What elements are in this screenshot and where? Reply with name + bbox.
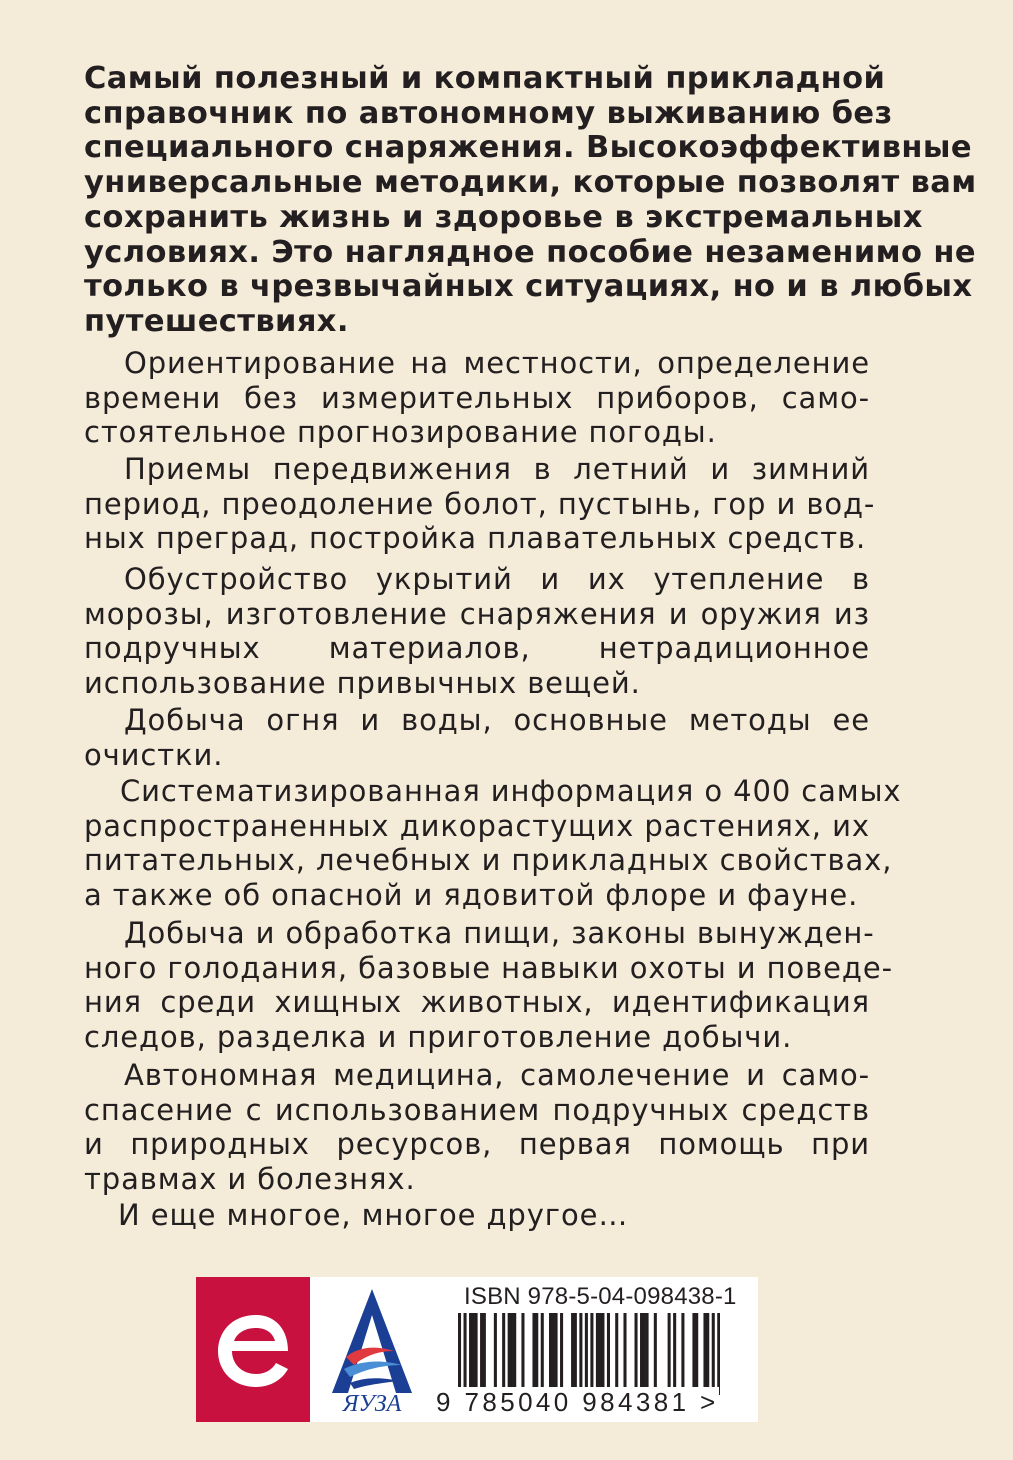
paragraph-line: подручных материалов, нетрадиционное bbox=[84, 631, 870, 666]
paragraph-line: ния среди хищных животных, идентификация bbox=[84, 985, 870, 1020]
barcode-bar bbox=[717, 1313, 720, 1395]
barcode-bar bbox=[571, 1313, 574, 1395]
paragraph-line: Приемы передвижения в летний и зимний bbox=[124, 452, 870, 486]
barcode-bar bbox=[706, 1313, 709, 1395]
barcode-bar bbox=[703, 1313, 706, 1395]
barcode-bar bbox=[654, 1313, 657, 1395]
barcode-bar bbox=[668, 1313, 671, 1395]
barcode-bar bbox=[590, 1313, 593, 1395]
barcode-bar bbox=[541, 1313, 544, 1395]
intro-line: только в чрезвычайных ситуациях, но и в любых bbox=[84, 269, 973, 305]
barcode-bar bbox=[601, 1313, 604, 1395]
barcode-bar bbox=[596, 1313, 599, 1395]
barcode-bar bbox=[469, 1313, 472, 1395]
paragraph-line: стоятельное прогнозирование погоды. bbox=[84, 415, 717, 450]
paragraph-line: И еще многое, многое другое… bbox=[118, 1198, 629, 1232]
barcode-bar bbox=[521, 1313, 524, 1395]
paragraph-line: Автономная медицина, самолечение и само- bbox=[124, 1058, 870, 1092]
barcode-bar bbox=[585, 1313, 588, 1395]
paragraph-line: ного голодания, базовые навыки охоты и поведе- bbox=[84, 950, 893, 985]
barcode-bar bbox=[623, 1313, 626, 1395]
barcode-bar bbox=[673, 1313, 676, 1395]
barcode-bar bbox=[475, 1313, 478, 1395]
intro-line: сохранить жизнь и здоровье в экстремальных bbox=[84, 199, 923, 235]
barcode-bar bbox=[510, 1313, 513, 1395]
paragraph-line: а также об опасной и ядовитой флоре и фауне. bbox=[84, 878, 859, 913]
paragraph-line: Обустройство укрытий и их утепление в bbox=[124, 562, 870, 596]
barcode-bar bbox=[458, 1313, 461, 1395]
paragraph-line: использование привычных вещей. bbox=[84, 666, 641, 701]
intro-line: универсальные методики, которые позволят вам bbox=[84, 165, 977, 201]
intro-line: условиях. Это наглядное пособие незаменимо не bbox=[84, 234, 976, 270]
barcode-bar bbox=[615, 1313, 618, 1395]
paragraph-line: спасение с использованием подручных средств bbox=[84, 1092, 870, 1127]
yauza-logo bbox=[324, 1285, 420, 1415]
paragraph-line: и природных ресурсов, первая помощь при bbox=[84, 1127, 870, 1162]
barcode-bar bbox=[494, 1313, 497, 1395]
paragraph-line: времени без измерительных приборов, само- bbox=[84, 380, 870, 415]
barcode-bar bbox=[464, 1313, 467, 1395]
paragraph-line: травмах и болезнях. bbox=[84, 1162, 416, 1197]
yauza-logo-text: ЯУЗА bbox=[342, 1391, 402, 1415]
barcode-bar bbox=[535, 1313, 538, 1395]
barcode-bar bbox=[640, 1313, 643, 1395]
paragraph-line: распространенных дикорастущих растениях, их bbox=[84, 808, 870, 843]
intro-line: специального снаряжения. Высокоэффективные bbox=[84, 130, 972, 166]
paragraph-more bbox=[84, 1198, 870, 1233]
barcode-bar bbox=[555, 1313, 558, 1395]
paragraph-line: Добыча огня и воды, основные методы ее bbox=[124, 703, 870, 737]
yauza-arch-icon bbox=[324, 1285, 420, 1415]
barcode-bar bbox=[635, 1313, 638, 1395]
paragraph-line: питательных, лечебных и прикладных свойствах, bbox=[84, 843, 893, 878]
barcode-bar bbox=[681, 1313, 684, 1395]
paragraph-line: очистки. bbox=[84, 737, 224, 772]
paragraph-shelter bbox=[84, 562, 870, 701]
paragraph-line: следов, разделка и приготовление добычи. bbox=[84, 1020, 793, 1055]
isbn-panel bbox=[310, 1277, 758, 1422]
paragraph-line: Добыча и обработка пищи, законы вынужден- bbox=[124, 916, 875, 950]
intro-line: Самый полезный и компактный прикладной bbox=[84, 61, 886, 96]
barcode-bar bbox=[480, 1313, 483, 1395]
barcode-bar bbox=[532, 1313, 535, 1395]
paragraph-line: Ориентирование на местности, определение bbox=[124, 346, 870, 380]
intro-line: справочник по автономному выживанию без bbox=[84, 95, 893, 131]
barcode-bar bbox=[574, 1313, 577, 1395]
barcode-bar bbox=[549, 1313, 552, 1395]
barcode-bar bbox=[599, 1313, 602, 1395]
barcode-bar bbox=[472, 1313, 475, 1395]
barcode-bar bbox=[692, 1313, 695, 1395]
barcode-bar bbox=[502, 1313, 505, 1395]
barcode-bar bbox=[508, 1313, 511, 1395]
barcode-bar bbox=[643, 1313, 646, 1395]
barcode-bar bbox=[712, 1313, 715, 1395]
paragraph-movement bbox=[84, 452, 876, 556]
barcode-bar bbox=[552, 1313, 555, 1395]
paragraph-fire-water bbox=[84, 703, 870, 772]
barcode-bar bbox=[560, 1313, 563, 1395]
paragraph-orientation bbox=[84, 346, 870, 450]
barcode-digits: 9 785040 984381 > bbox=[436, 1387, 719, 1417]
eksmo-swirl-icon bbox=[196, 1277, 310, 1422]
paragraph-food bbox=[84, 916, 893, 1055]
paragraph-line: Систематизированная информация о 400 самых bbox=[120, 774, 902, 808]
barcode-bar bbox=[607, 1313, 610, 1395]
barcode bbox=[458, 1313, 720, 1395]
paragraph-plants bbox=[84, 774, 902, 913]
intro-line: путешествиях. bbox=[84, 303, 349, 339]
paragraph-medicine bbox=[84, 1058, 870, 1197]
barcode-bar bbox=[695, 1313, 698, 1395]
paragraph-line: ных преград, постройка плавательных средств. bbox=[84, 521, 867, 556]
eksmo-logo bbox=[196, 1277, 310, 1422]
paragraph-line: период, преодоление болот, пустынь, гор и вод- bbox=[84, 486, 876, 521]
barcode-bar bbox=[513, 1313, 516, 1395]
barcode-bar bbox=[646, 1313, 649, 1395]
isbn-label: ISBN 978-5-04-098438-1 bbox=[464, 1283, 737, 1310]
barcode-bar bbox=[579, 1313, 582, 1395]
barcode-bar bbox=[483, 1313, 486, 1395]
intro-paragraph bbox=[84, 61, 977, 340]
paragraph-line: морозы, изготовление снаряжения и оружия из bbox=[84, 596, 870, 631]
